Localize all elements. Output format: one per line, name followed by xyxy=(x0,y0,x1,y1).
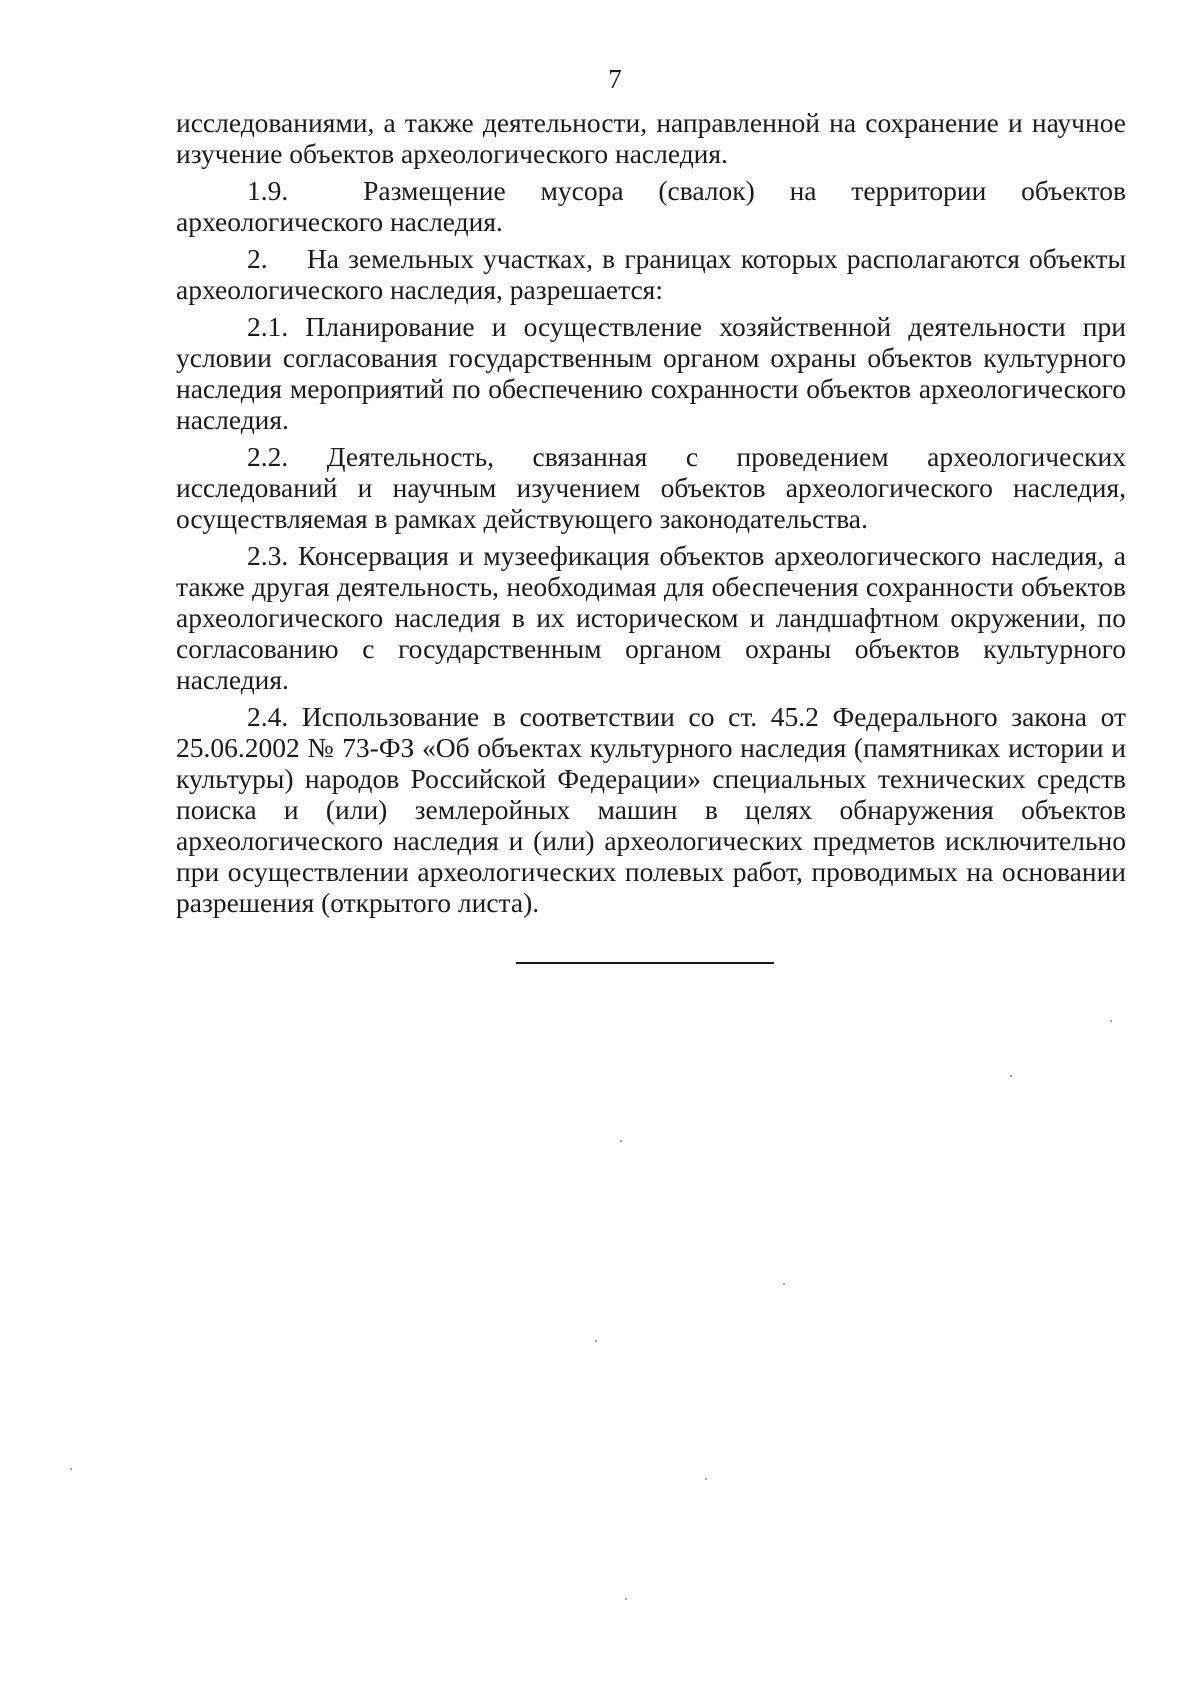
document-body xyxy=(176,107,1126,924)
paragraph-2 xyxy=(176,243,1126,305)
scan-speck xyxy=(70,1468,72,1470)
scan-speck xyxy=(620,1140,622,1142)
scan-speck xyxy=(1010,1075,1012,1077)
paragraph-2-3 xyxy=(176,540,1126,695)
paragraph-text: Консервация и музеефикация объектов археологического наследия, а также другая деятельность, необходимая для обеспечения сохранности объектов археологического наследия в их историческом и ландшафтном окружении, по согласованию с государственным органом охраны объектов культурного наследия. xyxy=(176,540,1126,695)
page-number: 7 xyxy=(608,64,622,94)
paragraph-text: Деятельность, связанная с проведением археологических исследований и научным изучением объектов археологического наследия, осуществляемая в рамках действующего законодательства. xyxy=(176,441,1127,534)
paragraph-continuation xyxy=(176,107,1126,169)
paragraph-1-9 xyxy=(176,175,1126,237)
paragraph-text: Размещение мусора (свалок) на территории объектов археологического наследия. xyxy=(176,175,1126,237)
paragraph-2-2 xyxy=(176,441,1126,534)
paragraph-text: На земельных участках, в границах которых располагаются объекты археологического наследия, разрешается: xyxy=(176,243,1127,305)
scan-speck xyxy=(705,1478,707,1480)
paragraph-text: Использование в соответствии со ст. 45.2 Федерального закона от 25.06.2002 № 73-ФЗ «Об объектах культурного наследия (памятниках истории и культуры) народов Российской Федерации» специальных технических средств поиска и (или) землеройных машин в целях обнаружения объектов археологического наследия и (или) археологических предметов исключительно при осуществлении археологических полевых работ, проводимых на основании разрешения (открытого листа). xyxy=(176,701,1126,918)
paragraph-text: Планирование и осуществление хозяйственной деятельности при условии согласования государственным органом охраны объектов культурного наследия мероприятий по обеспечению сохранности объектов археологического наследия. xyxy=(176,311,1126,435)
paragraph-number: 2.1. xyxy=(247,311,289,342)
scan-speck xyxy=(1110,1020,1112,1022)
scan-speck xyxy=(625,1598,627,1600)
paragraph-2-1 xyxy=(176,311,1126,435)
scan-speck xyxy=(783,1283,785,1285)
paragraph-text: исследованиями, а также деятельности, направленной на сохранение и научное изучение объектов археологического наследия. xyxy=(176,107,1126,169)
paragraph-number: 2. xyxy=(247,243,268,274)
paragraph-number: 2.2. xyxy=(247,441,289,472)
paragraph-number: 1.9. xyxy=(247,175,289,206)
paragraph-2-4 xyxy=(176,701,1126,918)
end-of-document-rule xyxy=(516,962,774,964)
paragraph-number: 2.4. xyxy=(247,701,289,732)
scan-speck xyxy=(595,1340,597,1342)
paragraph-number: 2.3. xyxy=(247,540,289,571)
